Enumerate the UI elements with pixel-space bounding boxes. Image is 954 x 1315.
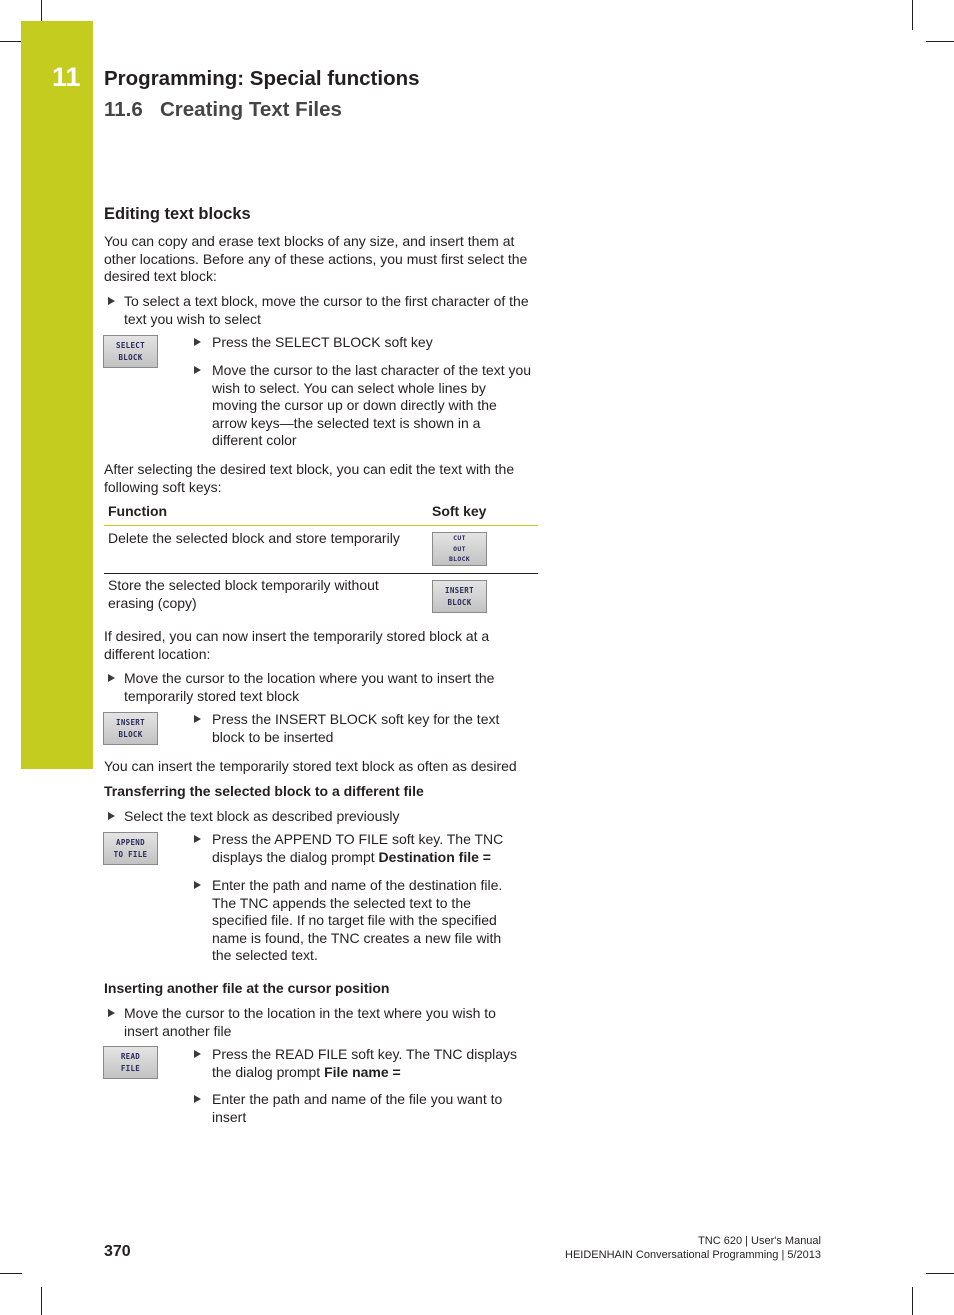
- crop-mark: [926, 41, 954, 42]
- bullet-arrow-icon: [194, 338, 201, 346]
- table-header-softkey: Soft key: [432, 503, 487, 519]
- softkey-label: INSERT: [445, 585, 474, 595]
- subheading-transfer: Transferring the selected block to a different file: [104, 783, 424, 799]
- subheading-insert-file: Inserting another file at the cursor position: [104, 980, 390, 996]
- step-press-read-text: Press the READ FILE soft key. The TNC displays the dialog prompt: [212, 1046, 517, 1080]
- step-press-read: [212, 1046, 530, 1081]
- insert-often-paragraph: You can insert the temporarily stored text block as often as desired: [104, 758, 517, 774]
- step-press-append: [212, 831, 527, 866]
- bullet-arrow-icon: [194, 1095, 201, 1103]
- section-number: 11.6: [104, 98, 143, 121]
- step-press-select: Press the SELECT BLOCK soft key: [212, 334, 433, 350]
- softkey-label: APPEND: [116, 837, 145, 847]
- chapter-number: 11: [52, 62, 81, 92]
- table-header-rule: [104, 525, 538, 526]
- step-move-insert: Move the cursor to the location where you want to insert the temporarily stored text block: [124, 670, 495, 704]
- crop-mark: [926, 1273, 954, 1274]
- bullet-arrow-icon: [194, 715, 201, 723]
- softkey-label: CUT: [453, 534, 466, 543]
- chapter-sidebar: [21, 21, 93, 769]
- table-row-function: Delete the selected block and store temporarily: [108, 530, 400, 546]
- heading-editing-text-blocks: Editing text blocks: [104, 205, 251, 223]
- crop-mark: [912, 1287, 913, 1315]
- footer-manual: TNC 620 | User's Manual: [698, 1235, 821, 1247]
- step-enter-destination: Enter the path and name of the destination file. The TNC appends the selected text to the specified file. If no target file with the specified name is found, the TNC creates a new file with the selected text.: [212, 877, 503, 963]
- table-row-rule: [104, 573, 538, 574]
- read-file-softkey[interactable]: [103, 1046, 158, 1079]
- bullet-arrow-icon: [108, 812, 115, 820]
- softkey-label: OUT: [453, 544, 466, 553]
- footer-subtitle: HEIDENHAIN Conversational Programming | 5/2013: [565, 1249, 821, 1261]
- intro-paragraph: You can copy and erase text blocks of any size, and insert them at other locations. Before any of these actions, you must first select the desired text block:: [104, 233, 528, 284]
- append-to-file-softkey[interactable]: [103, 832, 158, 865]
- crop-mark: [912, 0, 913, 30]
- bullet-arrow-icon: [108, 674, 115, 682]
- softkey-label: INSERT: [116, 717, 145, 727]
- insert-intro-paragraph: If desired, you can now insert the temporarily stored block at a different location:: [104, 628, 490, 662]
- insert-block-softkey[interactable]: [432, 580, 487, 613]
- crop-mark: [0, 1273, 22, 1274]
- softkey-label: BLOCK: [118, 729, 143, 739]
- crop-mark: [41, 1287, 42, 1315]
- softkey-label: TO FILE: [113, 849, 148, 859]
- step-move-cursor-last: Move the cursor to the last character of the text you wish to select. You can select whole lines by moving the cursor up or down directly with the arrow keys—the selected text is shown in a different color: [212, 362, 532, 448]
- after-select-paragraph: After selecting the desired text block, you can edit the text with the following soft keys:: [104, 461, 515, 495]
- prompt-file-name: File name =: [324, 1063, 401, 1080]
- step-select-cursor: To select a text block, move the cursor to the first character of the text you wish to select: [124, 293, 529, 327]
- prompt-destination-file: Destination file =: [378, 848, 491, 865]
- bullet-arrow-icon: [194, 881, 201, 889]
- crop-mark: [41, 0, 42, 22]
- section-name: Creating Text Files: [160, 98, 342, 121]
- crop-mark: [0, 41, 22, 42]
- bullet-arrow-icon: [194, 1050, 201, 1058]
- step-select-previous: Select the text block as described previously: [124, 808, 400, 824]
- softkey-label: BLOCK: [118, 352, 143, 362]
- section-title: [104, 98, 342, 122]
- bullet-arrow-icon: [108, 1009, 115, 1017]
- bullet-arrow-icon: [108, 297, 115, 305]
- step-press-insert: Press the INSERT BLOCK soft key for the text block to be inserted: [212, 711, 500, 745]
- softkey-label: BLOCK: [447, 597, 472, 607]
- bullet-arrow-icon: [194, 366, 201, 374]
- softkey-label: READ: [120, 1051, 141, 1061]
- insert-block-softkey[interactable]: [103, 712, 158, 745]
- softkey-label: BLOCK: [448, 555, 471, 564]
- step-enter-file: Enter the path and name of the file you want to insert: [212, 1091, 503, 1125]
- cut-out-block-softkey[interactable]: [432, 532, 487, 566]
- table-row-function: Store the selected block temporarily without erasing (copy): [108, 577, 379, 611]
- step-press-append-text: Press the APPEND TO FILE soft key. The TNC displays the dialog prompt: [212, 831, 504, 865]
- step-move-insert-file: Move the cursor to the location in the text where you wish to insert another file: [124, 1005, 496, 1039]
- table-header-function: Function: [108, 503, 168, 519]
- bullet-arrow-icon: [194, 835, 201, 843]
- softkey-label: SELECT: [116, 340, 145, 350]
- page-number: 370: [104, 1243, 131, 1260]
- chapter-title: Programming: Special functions: [104, 67, 420, 90]
- select-block-softkey[interactable]: [103, 335, 158, 368]
- softkey-label: FILE: [120, 1063, 141, 1073]
